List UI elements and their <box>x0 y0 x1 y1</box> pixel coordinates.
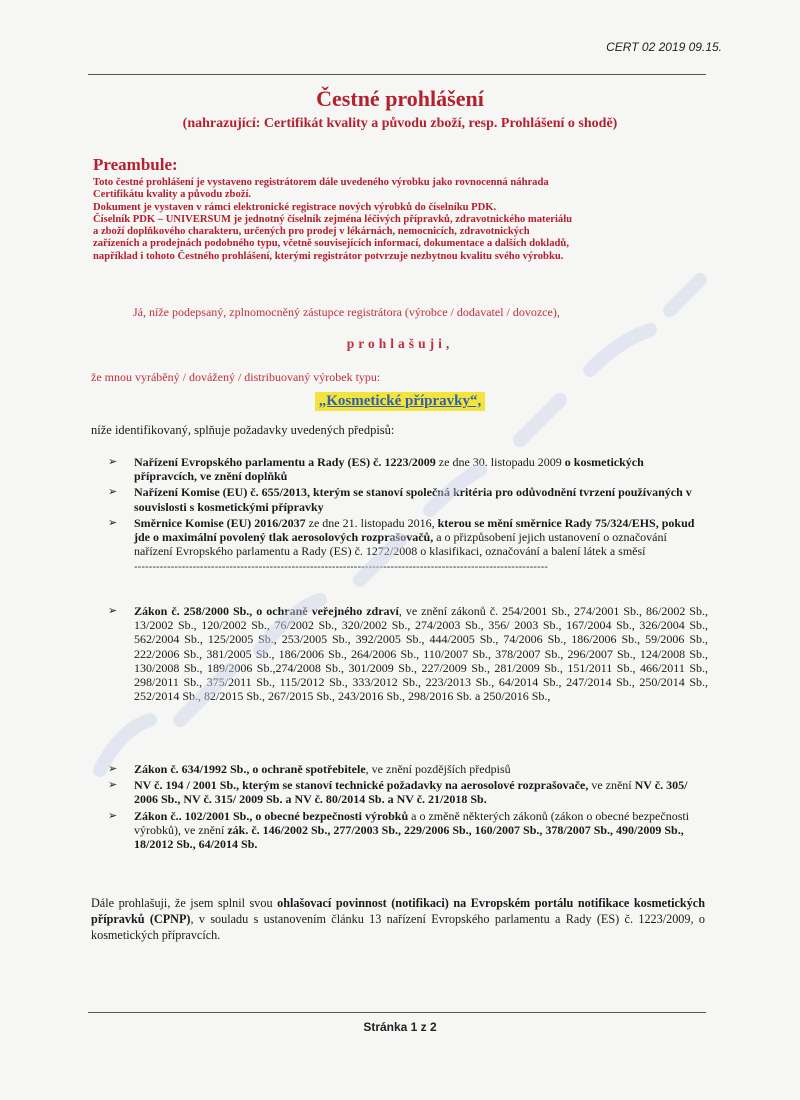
regulation-amendments: a o změně některých zákonů (zákon o obecné bezpečnosti výrobků), ve znění <box>134 808 690 837</box>
product-intro: že mnou vyráběný / dovážený / distribuovaný výrobek typu: <box>91 370 381 384</box>
list-item <box>108 778 708 806</box>
document-title: Čestné prohlášení <box>316 86 484 111</box>
regulation-name: Nařízení Evropského parlamentu a Rady (ES) č. 1223/2009 <box>134 455 436 469</box>
regulation-name: NV č. 194 / 2001 Sb., kterým se stanoví technické požadavky na aerosolové rozprašovače, <box>134 778 589 793</box>
regulation-date: ze dne 30. listopadu 2009 <box>435 455 565 469</box>
closing-statement <box>91 895 705 943</box>
arrow-bullet-icon: ➢ <box>108 779 118 792</box>
document-subtitle: (nahrazující: Certifikát kvality a původu zboží, resp. Prohlášení o shodě) <box>182 116 618 131</box>
product-name: „Kosmetické přípravky“, <box>315 392 486 411</box>
regulation-amendments: , ve znění zákonů č. 254/2001 Sb., 274/2001 Sb., 86/2002 Sb., 13/2002 Sb., 120/2002 Sb., 76/2002 Sb., 320/2002 Sb., 274/2003 Sb., 356/ 2003 Sb., 167/2004 Sb., 326/2004 Sb., 562/2004 Sb., 125/2005 Sb., 253/2005 Sb., 392/2005 Sb., 444/2005 Sb., 74/2006 Sb., 186/2006 Sb., 59/2006 Sb., 222/2006 Sb., 381/2005 Sb., 186/2006 Sb., 264/2006 Sb., 110/2007 Sb., 378/2007 Sb., 296/2007 Sb., 124/2008 Sb., 130/2008 Sb., 189/2006 Sb.,274/2008 Sb., 301/2009 Sb., 227/2009 Sb., 281/2009 Sb., 151/2011 Sb., 466/2011 Sb., 298/2011 Sb., 375/2011 Sb., 115/2012 Sb., 333/2012 Sb., 223/2013 Sb., 64/2014 Sb., 247/2014 Sb., 250/2014 Sb., 252/2014 Sb., 82/2015 Sb., 267/2015 Sb., 243/2016 Sb., 298/2016 Sb. a 250/2016 Sb., <box>134 604 708 704</box>
preamble-line: Toto čestné prohlášení je vystaveno registrátorem dále uvedeného výrobku jako rovnocenná náhrada <box>93 177 549 188</box>
arrow-bullet-icon: ➢ <box>108 809 118 822</box>
arrow-bullet-icon: ➢ <box>108 516 118 529</box>
regulation-subject: o kosmetických přípravcích, ve znění doplňků <box>134 455 644 484</box>
list-item <box>108 809 708 852</box>
preamble-heading: Preambule: <box>93 155 178 174</box>
regulation-subject: kterou se mění směrnice Rady 75/324/EHS, pokud jde o maximální povolený tlak aerosolových rozprašovačů, <box>134 515 695 545</box>
cz-other-regulation-list <box>108 762 708 853</box>
regulation-name: Zákon č. 258/2000 Sb., o ochraně veřejného zdraví <box>134 604 399 618</box>
closing-text: , v souladu s ustanovením článku 13 nařízení Evropského parlamentu a Rady (ES) č. 1223/2009, o kosmetických přípravcích. <box>91 912 705 942</box>
preamble-line: a zboží doplňkového charakteru, určených pro prodej v lékárnách, nemocnicích, zdravotnických <box>93 226 530 238</box>
preamble-line: například i tohoto Čestného prohlášení, kterými registrátor potvrzuje nezbytnou kvalitu svého výrobku. <box>93 250 564 262</box>
regulation-name: Zákon č.. 102/2001 Sb., o obecné bezpečnosti výrobků <box>134 808 409 823</box>
regulation-date: ze dne 21. listopadu 2016, <box>305 515 438 530</box>
regulation-name: Nařízení Komise (EU) č. 655/2013, kterým se stanoví společná kritéria pro odůvodnění tvrzení používaných v souvislosti s kosmetickými přípravky <box>134 485 692 514</box>
preamble-line: Certifikátu kvality a původu zboží. <box>93 189 252 201</box>
list-item <box>108 485 708 513</box>
list-item <box>108 516 708 559</box>
preamble-line: zařízeních a prodejnách podobného typu, včetně souvisejících informací, dokumentace a dalších dokladů, <box>93 238 569 250</box>
section-separator: ----------------------------------------------------------------------------------------------------------------- <box>134 561 548 574</box>
declaration-word: prohlašuji, <box>346 336 454 351</box>
regulation-amendments: ve znění <box>588 778 635 793</box>
arrow-bullet-icon: ➢ <box>108 605 118 617</box>
page-number: Stránka 1 z 2 <box>363 1020 437 1034</box>
preamble-line: Dokument je vystaven v rámci elektronické registrace nových výrobků do číselníku PDK. <box>93 201 497 213</box>
preamble-text <box>93 177 703 263</box>
declaration-intro: Já, níže podepsaný, zplnomocněný zástupce registrátora (výrobce / dodavatel / dovozce), <box>133 305 560 319</box>
arrow-bullet-icon: ➢ <box>108 456 118 468</box>
closing-text: Dále prohlašuji, že jsem splnil svou <box>91 896 278 910</box>
product-name-wrap <box>0 392 800 411</box>
regulation-amendments: , ve znění pozdějších předpisů <box>365 762 511 776</box>
closing-emphasis: ohlašovací povinnost (notifikaci) na Evropském portálu notifikace kosmetických přípravků (CPNP) <box>91 896 705 926</box>
header-divider <box>88 74 706 75</box>
regulation-detail: a o přizpůsobení jejich ustanovení o označování nařízení Evropského parlamentu a Rady (ES) č. 1272/2008 o klasifikaci, označování a balení látek a směsí <box>134 530 667 559</box>
arrow-bullet-icon: ➢ <box>108 763 118 775</box>
list-item <box>108 455 708 483</box>
eu-regulation-list <box>108 455 708 578</box>
list-item <box>108 762 708 776</box>
footer-divider <box>88 1012 706 1013</box>
identified-text: níže identifikovaný, splňuje požadavky uvedených předpisů: <box>91 423 395 437</box>
document-code: CERT 02 2019 09.15. <box>606 40 722 54</box>
cz-main-regulation <box>108 604 708 705</box>
arrow-bullet-icon: ➢ <box>108 486 118 499</box>
regulation-amendment-list: zák. č. 146/2002 Sb., 277/2003 Sb., 229/2006 Sb., 160/2007 Sb., 378/2007 Sb., 490/2009 Sb., 18/2012 Sb., 64/2014 Sb. <box>134 822 684 852</box>
regulation-name: Směrnice Komise (EU) 2016/2037 <box>134 515 306 530</box>
list-item <box>108 604 708 703</box>
preamble-line: Číselník PDK – UNIVERSUM je jednotný číselník zejména léčivých přípravků, zdravotnického materiálu <box>93 213 573 225</box>
regulation-amendment-list: NV č. 305/ 2006 Sb., NV č. 315/ 2009 Sb. a NV č. 80/2014 Sb. a NV č. 21/2018 Sb. <box>134 778 688 807</box>
regulation-name: Zákon č. 634/1992 Sb., o ochraně spotřebitele <box>134 762 366 776</box>
